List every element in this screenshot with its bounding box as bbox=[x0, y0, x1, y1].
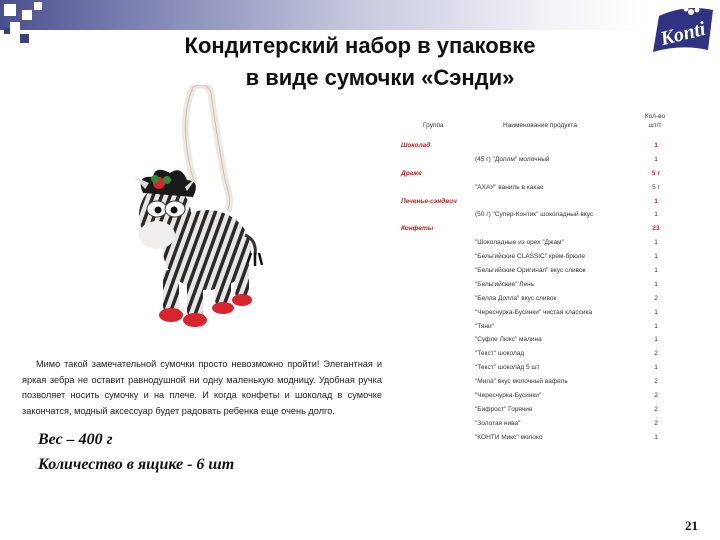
header-band bbox=[0, 0, 650, 30]
header-group: Группа bbox=[423, 122, 444, 129]
row-quantity: 23 bbox=[652, 225, 660, 233]
title-line-2: в виде сумочки «Сэнди» bbox=[245, 65, 515, 90]
row-product-name: "Бифрост" Горячие bbox=[475, 405, 533, 413]
table-row bbox=[395, 182, 665, 196]
row-quantity: 1 bbox=[654, 239, 658, 247]
row-quantity: 1 bbox=[654, 336, 658, 344]
table-row bbox=[395, 307, 665, 321]
row-product-name: "Чересчурка-Бусинки" bbox=[475, 392, 542, 400]
row-quantity: 1 bbox=[654, 322, 658, 330]
row-quantity: 1 bbox=[654, 142, 658, 149]
row-product-name: "Чересчурка-Бусинки" чистая классика bbox=[475, 308, 593, 316]
row-product-name: "АХАУ" ваниль в какао bbox=[475, 183, 544, 191]
row-quantity: 5 г bbox=[651, 169, 661, 177]
table-row bbox=[395, 293, 665, 307]
row-group: Печенье-сэндвич bbox=[401, 197, 457, 205]
row-product-name: (50 г) "Супер-Контик" шоколадный вкус bbox=[475, 211, 594, 219]
page-number: 21 bbox=[685, 518, 698, 533]
table-row bbox=[395, 168, 665, 182]
product-weight: Вес – 400 г bbox=[38, 431, 113, 448]
row-quantity: 2 bbox=[654, 350, 658, 358]
row-quantity: 2 bbox=[654, 294, 658, 302]
deco-square bbox=[22, 10, 32, 20]
row-quantity: 1 bbox=[654, 197, 658, 205]
row-product-name: "Текст" шоколад bbox=[475, 350, 525, 358]
row-group: Шоколад bbox=[401, 142, 431, 149]
row-quantity: 2 bbox=[654, 378, 658, 386]
table-row bbox=[395, 209, 665, 223]
row-quantity: 5 г bbox=[652, 183, 660, 191]
box-quantity: Количество в ящике - 6 шт bbox=[38, 456, 235, 473]
row-quantity: 1 bbox=[654, 433, 658, 441]
table-row bbox=[395, 376, 665, 390]
table-row bbox=[395, 140, 665, 154]
table-row bbox=[395, 334, 665, 348]
table-row bbox=[395, 348, 665, 362]
table-row bbox=[395, 390, 665, 404]
table-row bbox=[395, 418, 665, 432]
row-group: Конфеты bbox=[401, 225, 434, 233]
row-quantity: 1 bbox=[654, 280, 658, 288]
composition-header bbox=[395, 110, 665, 140]
row-product-name: "Бельгийские Оригинал" вкус сливок bbox=[475, 267, 586, 275]
row-product-name: "Суфле Люкс" малина bbox=[475, 336, 542, 344]
row-quantity: 2 bbox=[654, 392, 658, 400]
row-quantity: 2 bbox=[654, 405, 658, 413]
row-product-name: "Белла Долла" вкус сливок bbox=[475, 294, 557, 302]
deco-square bbox=[4, 28, 10, 34]
row-quantity: 1 bbox=[654, 253, 658, 261]
table-row bbox=[395, 321, 665, 335]
row-product-name: "Бельгийские CLASSIC" крем-брюле bbox=[475, 253, 586, 261]
row-product-name: (45 г) "Доллм" молочный bbox=[475, 155, 550, 163]
row-product-name: "Шоколадные из орех "Джам" bbox=[475, 239, 564, 247]
table-row bbox=[395, 404, 665, 418]
table-row bbox=[395, 237, 665, 251]
header-name: Наименование продукта bbox=[503, 122, 577, 129]
row-product-name: "Мила" вкус молочный вафель bbox=[475, 378, 568, 386]
composition-rows bbox=[395, 140, 665, 446]
table-row bbox=[395, 432, 665, 446]
zebra-bag-image bbox=[115, 85, 285, 345]
row-group: Драже bbox=[401, 169, 422, 177]
row-quantity: 1 bbox=[654, 155, 658, 163]
deco-square bbox=[20, 34, 29, 43]
row-product-name: "Золотая нива" bbox=[475, 419, 521, 427]
row-product-name: "Тяни" bbox=[475, 322, 494, 330]
table-row bbox=[395, 154, 665, 168]
row-quantity: 1 bbox=[654, 267, 658, 275]
table-row bbox=[395, 265, 665, 279]
title-line-1: Кондитерский набор в упаковке bbox=[184, 33, 536, 58]
deco-square bbox=[10, 22, 20, 32]
header-qty: Кол-во шт/т bbox=[644, 113, 666, 129]
table-row bbox=[395, 251, 665, 265]
product-description: Мимо такой замечательной сумочки просто невозможно пройти! Элегантная и яркая зебра не оставит равнодушной ни одну маленькую модницу. Удобная ручка позволяет носить сумочку и на плече. И когда конфеты и шоколад в сумочке закончатся, модный аксессуар будет радовать ребенка еще очень долго. bbox=[22, 359, 382, 416]
row-product-name: "Бельгийские" Лень bbox=[475, 280, 535, 288]
table-row bbox=[395, 362, 665, 376]
row-product-name: "КОНТИ Микс" молоко bbox=[475, 433, 543, 441]
table-row bbox=[395, 279, 665, 293]
deco-square bbox=[4, 4, 16, 16]
row-quantity: 2 bbox=[654, 419, 658, 427]
row-quantity: 1 bbox=[654, 211, 658, 219]
konti-logo bbox=[645, 0, 720, 60]
row-quantity: 1 bbox=[654, 364, 658, 372]
table-row bbox=[395, 223, 665, 237]
row-quantity: 1 bbox=[654, 308, 658, 316]
row-product-name: "Текст" шоколад 5 шт bbox=[475, 364, 540, 372]
svg-text:Konti: Konti bbox=[658, 17, 708, 51]
table-row bbox=[395, 196, 665, 210]
composition-table bbox=[395, 110, 665, 446]
deco-square bbox=[34, 2, 42, 10]
